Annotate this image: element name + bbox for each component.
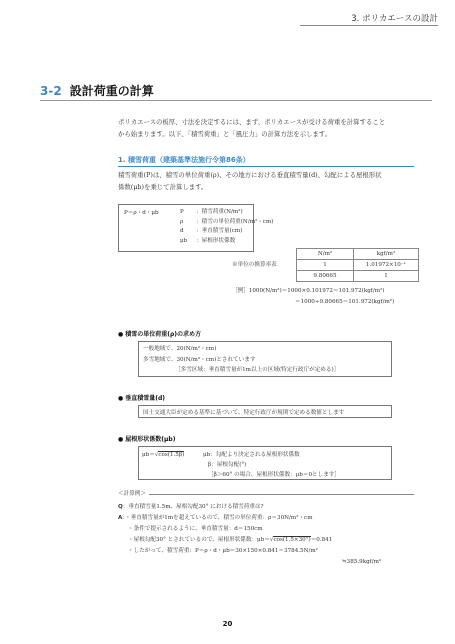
- unit-load-line-3: ［多雪区域：垂直積雪量が1m以上の区域(特定行政庁が定める)］: [175, 367, 340, 373]
- shape-formula-left: μb＝: [142, 452, 155, 458]
- example-line-1: ［例］1000(N/m²)＝1000×0.101972＝101.972(kgf/m²): [232, 288, 385, 294]
- section-rule: [40, 100, 432, 101]
- def-row: [180, 218, 273, 228]
- def-description: ：屋根形状係数: [196, 237, 236, 244]
- shape-formula-root: cos(1.5β): [158, 452, 185, 458]
- snow-line-1: 積雪荷重(P)は、積雪の単位荷重(ρ)、その地方における垂直積雪量(d)、勾配による屋根形状: [118, 171, 382, 179]
- def-row: [180, 237, 273, 247]
- shape-factor-heading-text: 屋根形状係数(μb): [125, 436, 176, 443]
- chapter-header: [300, 12, 438, 28]
- answer-line-3: [118, 535, 381, 546]
- conversion-header: N/m²: [297, 249, 354, 260]
- question-text: ：垂直積雪量1.5m、屋根勾配30° における積雪荷重は?: [122, 504, 264, 510]
- answer-line-3-root: cos(1.5×30°): [273, 537, 311, 543]
- answer-line-4: ・したがって、積雪荷重：P＝ρ・d・μb＝30×150×0.841＝3784.5N/m²: [128, 548, 318, 554]
- answer-line-5: ≒385.9kgf/m²: [342, 559, 382, 565]
- unit-load-line-2: 多雪地域で、30(N/m²・cm)とされています: [143, 356, 256, 363]
- snow-load-heading: 1. 積雪荷重（建築基準法施行令第86条）: [118, 156, 250, 164]
- sqrt-icon: √: [154, 452, 159, 458]
- conversion-row: [297, 271, 419, 282]
- formula-definitions: [180, 208, 273, 246]
- snow-formula: P＝ρ・d・μb: [124, 210, 159, 216]
- answer-line-3-pre: ・屋根勾配30° とされているので、屋根形状係数：μb＝: [128, 537, 270, 543]
- conversion-cell: 1: [297, 260, 354, 271]
- page-number: 20: [222, 620, 233, 628]
- snow-line-2: 係数(μb)を乗じて計算します。: [118, 182, 208, 191]
- vertical-snow-text: 国土交通大臣が定める基準に基づいて、特定行政庁が規則で定める数値とします: [143, 410, 345, 416]
- calc-answer-1: [118, 513, 381, 524]
- def-description: ：垂直積雪量(cm): [196, 228, 243, 234]
- intro-line-1: ポリカエースの板厚、寸法を決定するには、まず、ポリカエースが受ける荷重を計算すること: [118, 118, 386, 126]
- header-rule: [300, 25, 438, 26]
- sqrt-icon: √: [269, 537, 274, 543]
- section-title: 設計荷重の計算: [69, 84, 154, 98]
- shape-line-1: μb：勾配より決定される屋根形状係数: [203, 452, 300, 458]
- shape-factor-heading: [118, 434, 175, 443]
- section-heading: [40, 82, 154, 99]
- answer-line-3-post: ＝0.841: [310, 537, 333, 543]
- chapter-title: 3. ポリカエースの設計: [351, 14, 438, 24]
- answer-label: A: [118, 515, 123, 521]
- bullet-dot-icon: ●: [118, 395, 124, 402]
- example-line-2: ＝1000÷9.80665＝101.972(kgf/m²): [295, 299, 395, 305]
- answer-line-1: ：・垂直積雪量が1mを超えているので、積雪の単位荷重：ρ＝30N/m²・cm: [122, 515, 313, 521]
- conversion-table: [296, 248, 419, 282]
- bullet-dot-icon: ●: [118, 436, 124, 443]
- def-symbol: P: [180, 209, 184, 215]
- shape-line-2: β：屋根勾配(°): [208, 462, 247, 468]
- unit-load-text: [143, 344, 339, 376]
- conversion-header-row: [297, 249, 419, 260]
- intro-line-2: から始まります。以下、「積雪荷重」と「風圧力」の計算方法を示します。: [118, 129, 332, 138]
- section-number: 3-2: [40, 84, 62, 98]
- vertical-snow-heading: [118, 393, 165, 402]
- calc-body: [118, 502, 381, 568]
- def-description: ：積雪の単位荷重(N/m²・cm): [196, 218, 274, 225]
- conversion-cell: 9.80665: [297, 271, 354, 282]
- snow-load-rule: [118, 166, 414, 167]
- snow-paragraph: [118, 170, 382, 193]
- shape-formula: [142, 450, 184, 458]
- calc-title: ＜計算例＞: [118, 489, 149, 497]
- intro-paragraph: [118, 117, 385, 140]
- calc-rule: [118, 494, 414, 495]
- vertical-snow-heading-text: 垂直積雪量(d): [125, 395, 166, 402]
- def-symbol: μb: [180, 237, 188, 244]
- unit-load-heading-text: 積雪の単位荷重(ρ)の求め方: [125, 331, 202, 338]
- def-symbol: ρ: [180, 218, 184, 225]
- conversion-label: ※単位の換算率表: [232, 262, 277, 268]
- conversion-header: kgf/m²: [354, 249, 419, 260]
- unit-load-line-1: 一般地域で、20(N/m²・cm): [143, 346, 217, 352]
- question-label: Q: [118, 504, 123, 510]
- def-row: [180, 227, 273, 237]
- def-description: ：積雪荷重(N/m²): [196, 209, 243, 215]
- def-symbol: d: [180, 228, 184, 234]
- conversion-cell: 1: [354, 271, 419, 282]
- shape-line-3: ［β＞60° の場合、屋根形状係数：μb＝0とします］: [208, 472, 340, 478]
- bullet-dot-icon: ●: [118, 331, 124, 338]
- conversion-row: [297, 260, 419, 271]
- unit-load-heading: [118, 329, 201, 338]
- conversion-cell: 1.01972×10⁻¹: [354, 260, 419, 271]
- def-row: [180, 208, 273, 218]
- answer-line-2: ・条件で提示されるように、垂直積雪量：d＝150cm: [128, 526, 263, 532]
- shape-definitions: [203, 450, 340, 480]
- calc-question: [118, 502, 381, 513]
